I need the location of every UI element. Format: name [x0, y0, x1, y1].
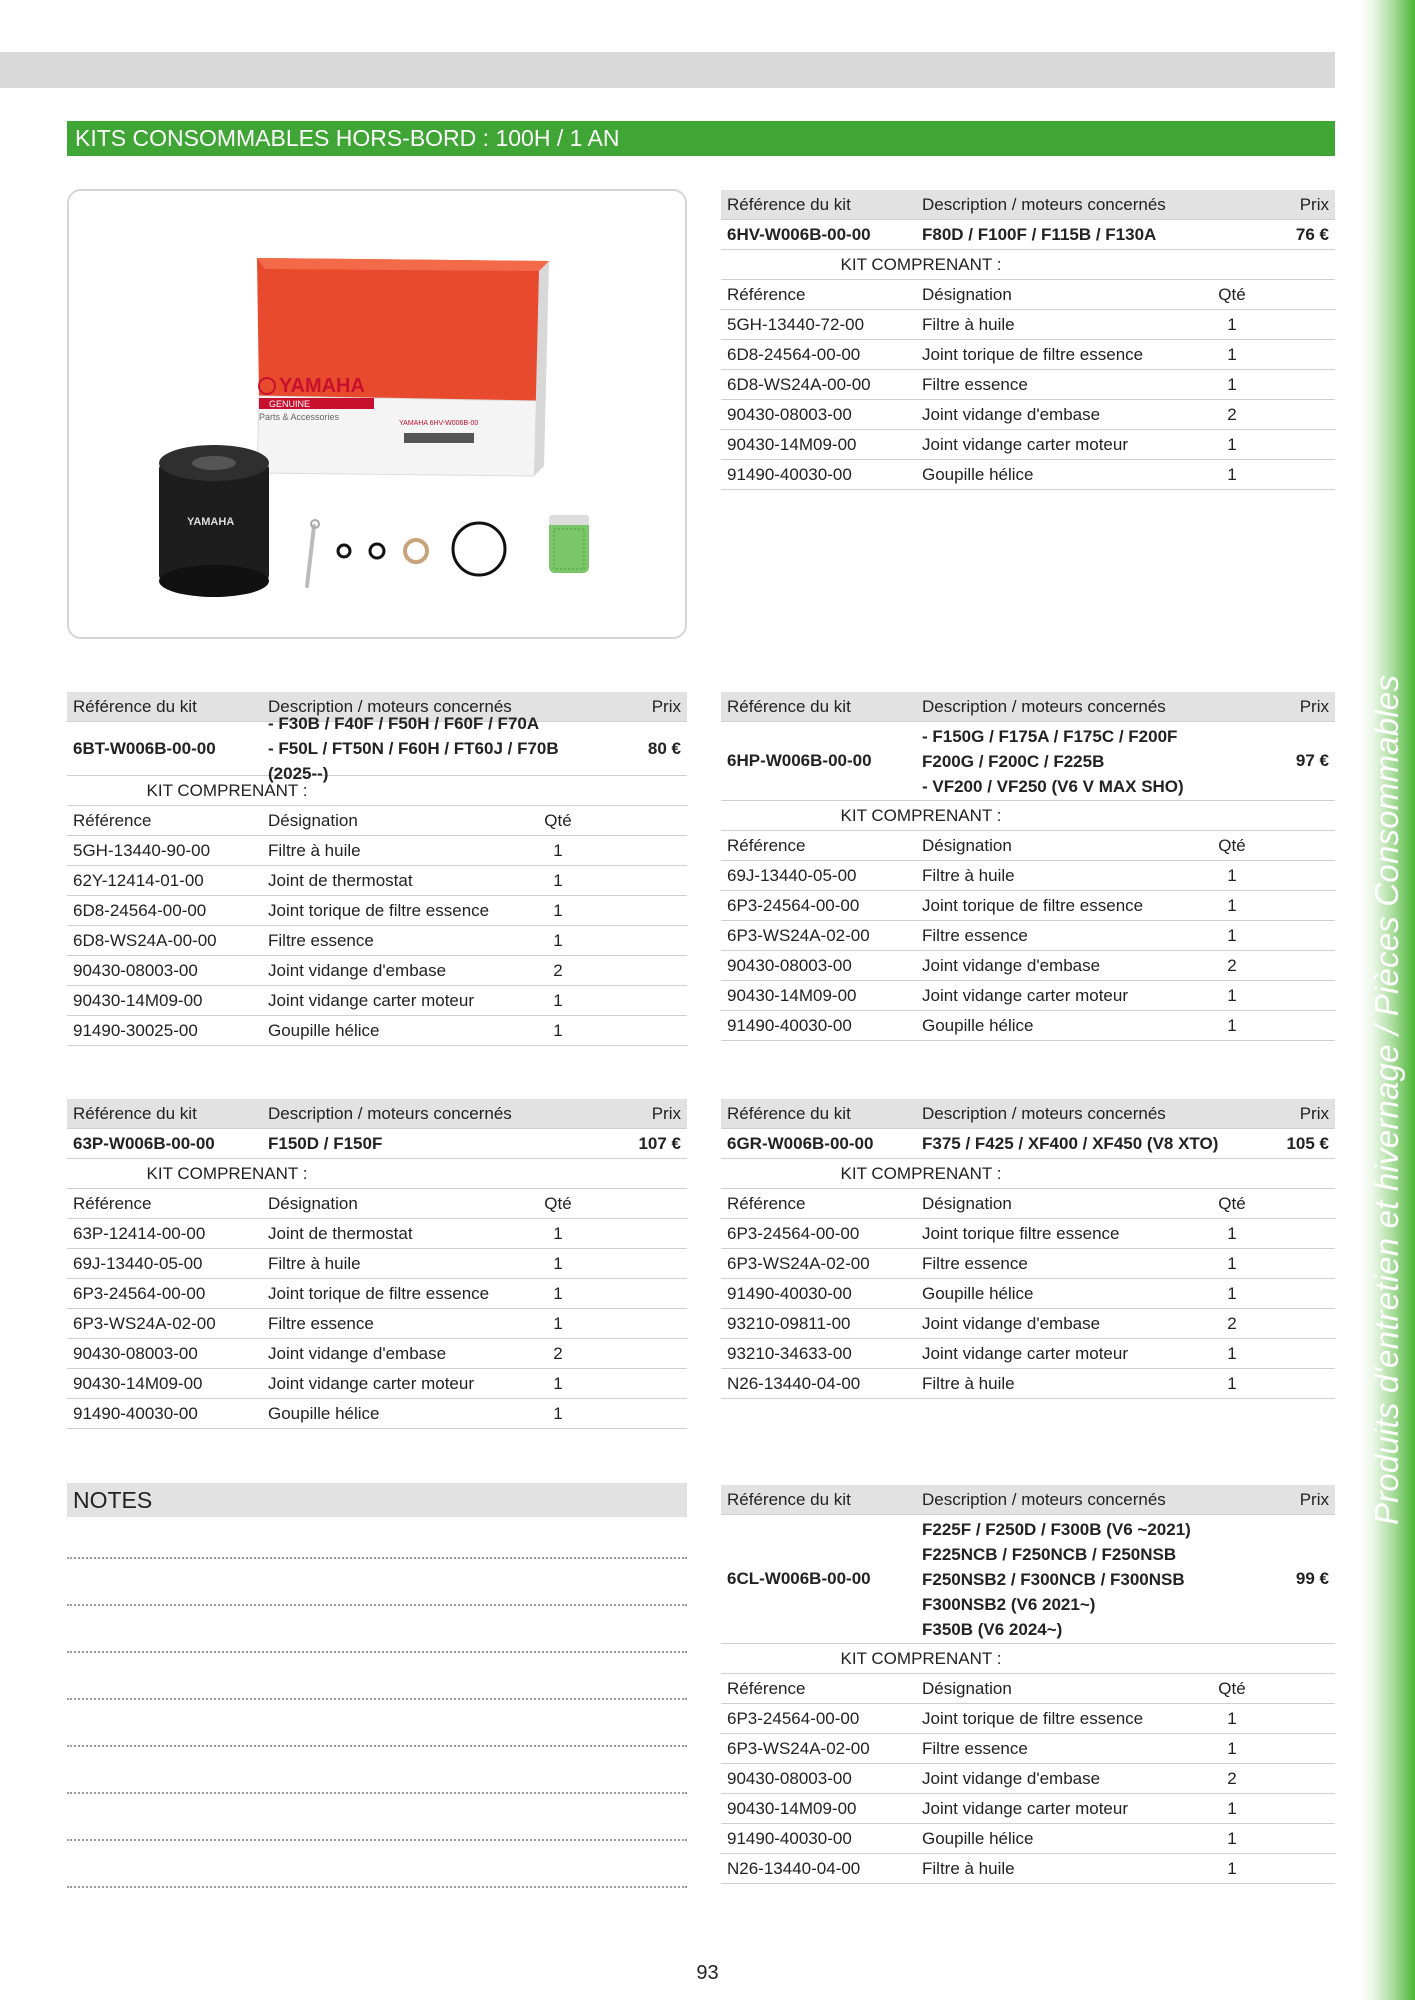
table-row[interactable] — [67, 866, 687, 896]
side-category-text: Produits d'entretien et hivernage / Pièces Consommables — [1368, 674, 1405, 1526]
items-header-row — [721, 831, 1335, 861]
description-line: F200G / F200C / F225B — [922, 751, 1105, 771]
table-row[interactable] — [721, 430, 1335, 460]
description-line: - F50L / FT50N / F60H / FT60J / F70B (2025--) — [268, 739, 559, 783]
table-row[interactable] — [721, 981, 1335, 1011]
table-row[interactable] — [721, 921, 1335, 951]
item-reference: 90430-14M09-00 — [727, 985, 857, 1005]
item-quantity: 1 — [553, 840, 563, 860]
item-reference: 6D8-WS24A-00-00 — [73, 930, 217, 950]
item-reference: 6D8-24564-00-00 — [73, 900, 207, 920]
item-designation: Filtre essence — [922, 1253, 1028, 1273]
table-row[interactable] — [67, 1339, 687, 1369]
table-row[interactable] — [67, 1219, 687, 1249]
item-ref-header: Référence — [73, 1193, 152, 1213]
item-designation-header: Désignation — [268, 810, 358, 830]
filter-brand: YAMAHA — [187, 516, 235, 528]
item-reference: 90430-08003-00 — [727, 1768, 852, 1788]
description-line: - VF200 / VF250 (V6 V MAX SHO) — [922, 776, 1184, 796]
item-reference: 6D8-WS24A-00-00 — [727, 374, 871, 394]
item-quantity: 1 — [553, 1253, 563, 1273]
table-row[interactable] — [721, 1764, 1335, 1794]
item-designation: Filtre à huile — [922, 865, 1015, 885]
kit-header-row — [67, 1099, 687, 1129]
item-designation-header: Désignation — [922, 835, 1012, 855]
table-row[interactable] — [721, 460, 1335, 490]
table-row[interactable] — [67, 1369, 687, 1399]
item-reference: 90430-08003-00 — [73, 1343, 198, 1363]
item-quantity: 1 — [1227, 1798, 1237, 1818]
kit-table-6cl-w006b-00-00 — [721, 1485, 1335, 1884]
item-reference: 90430-14M09-00 — [73, 1373, 203, 1393]
item-designation: Joint vidange carter moteur — [268, 990, 474, 1010]
item-reference: 69J-13440-05-00 — [727, 865, 857, 885]
item-quantity: 1 — [1227, 1343, 1237, 1363]
item-quantity: 1 — [1227, 1253, 1237, 1273]
item-quantity: 1 — [553, 1283, 563, 1303]
kit-ref-header: Référence du kit — [727, 696, 851, 716]
kit-price: 76 € — [1295, 224, 1329, 244]
kit-comprenant-label: KIT COMPRENANT : — [840, 1163, 1002, 1183]
item-qty-header: Qté — [1218, 1678, 1246, 1698]
price-header: Prix — [651, 696, 681, 716]
table-row[interactable] — [721, 1279, 1335, 1309]
kit-table-6bt-w006b-00-00 — [67, 692, 687, 1046]
items-header-row — [721, 1674, 1335, 1704]
kit-main-row[interactable] — [67, 714, 687, 783]
kit-comprenant-label: KIT COMPRENANT : — [840, 1648, 1002, 1668]
table-row[interactable] — [721, 951, 1335, 981]
item-quantity: 1 — [1227, 1858, 1237, 1878]
item-designation: Joint vidange d'embase — [268, 1343, 447, 1363]
table-row[interactable] — [721, 310, 1335, 340]
kit-price: 105 € — [1286, 1133, 1329, 1153]
item-designation: Filtre à huile — [268, 1253, 361, 1273]
description-line: F250NSB2 / F300NCB / F300NSB — [922, 1569, 1185, 1589]
table-row[interactable] — [67, 986, 687, 1016]
item-quantity: 2 — [1227, 955, 1237, 975]
item-quantity: 1 — [553, 1020, 563, 1040]
table-row[interactable] — [67, 1309, 687, 1339]
table-row[interactable] — [721, 370, 1335, 400]
price-header: Prix — [651, 1103, 681, 1123]
price-header: Prix — [1299, 194, 1329, 214]
item-reference: 91490-40030-00 — [727, 1015, 852, 1035]
item-quantity: 1 — [1227, 1708, 1237, 1728]
item-quantity: 1 — [553, 990, 563, 1010]
item-designation: Goupille hélice — [922, 464, 1034, 484]
item-quantity: 1 — [1227, 925, 1237, 945]
item-designation: Filtre essence — [922, 1738, 1028, 1758]
items-header-row — [67, 806, 687, 836]
kit-illustration — [69, 191, 685, 637]
description-header: Description / moteurs concernés — [922, 194, 1166, 214]
notes-line[interactable] — [67, 1792, 687, 1794]
kit-reference: 63P-W006B-00-00 — [73, 1133, 215, 1153]
table-row[interactable] — [67, 836, 687, 866]
item-designation: Filtre essence — [922, 925, 1028, 945]
item-quantity: 1 — [1227, 1283, 1237, 1303]
kit-table-6gr-w006b-00-00 — [721, 1099, 1335, 1399]
item-designation: Joint de thermostat — [268, 1223, 413, 1243]
item-reference: 90430-14M09-00 — [727, 434, 857, 454]
item-designation: Filtre essence — [922, 374, 1028, 394]
kit-description — [268, 711, 598, 786]
item-quantity: 2 — [553, 960, 563, 980]
description-header: Description / moteurs concernés — [922, 696, 1166, 716]
table-row[interactable] — [67, 1399, 687, 1429]
item-quantity: 1 — [553, 1313, 563, 1333]
kit-description — [268, 1131, 591, 1156]
item-reference: 90430-14M09-00 — [727, 1798, 857, 1818]
item-quantity: 1 — [1227, 985, 1237, 1005]
top-bar — [0, 52, 1335, 88]
item-ref-header: Référence — [727, 1678, 806, 1698]
kit-main-row[interactable] — [721, 1515, 1335, 1644]
kit-reference: 6BT-W006B-00-00 — [73, 738, 216, 758]
item-reference: 90430-08003-00 — [727, 404, 852, 424]
kit-description — [922, 1131, 1239, 1156]
item-reference: N26-13440-04-00 — [727, 1373, 861, 1393]
kit-comprenant-row — [67, 1159, 687, 1189]
description-line: F80D / F100F / F115B / F130A — [922, 225, 1157, 244]
item-quantity: 1 — [553, 870, 563, 890]
item-reference: N26-13440-04-00 — [727, 1858, 861, 1878]
item-designation: Joint vidange carter moteur — [268, 1373, 474, 1393]
description-line: - F30B / F40F / F50H / F60F / F70A — [268, 714, 540, 733]
item-designation: Joint vidange d'embase — [922, 404, 1101, 424]
item-quantity: 1 — [1227, 344, 1237, 364]
description-line: F225F / F250D / F300B (V6 ~2021) — [922, 1519, 1191, 1539]
item-reference: 5GH-13440-90-00 — [73, 840, 211, 860]
item-designation: Joint torique de filtre essence — [268, 900, 490, 920]
kit-reference: 6HV-W006B-00-00 — [727, 224, 871, 244]
notes-line[interactable] — [67, 1886, 687, 1888]
item-designation-header: Désignation — [268, 1193, 358, 1213]
item-designation: Joint vidange carter moteur — [922, 985, 1128, 1005]
notes-line[interactable] — [67, 1651, 687, 1653]
table-row[interactable] — [721, 1339, 1335, 1369]
item-designation: Goupille hélice — [922, 1283, 1034, 1303]
item-designation: Joint vidange carter moteur — [922, 1798, 1128, 1818]
notes-line[interactable] — [67, 1557, 687, 1559]
item-reference: 62Y-12414-01-00 — [73, 870, 204, 890]
box-label: YAMAHA 6HV-W006B-00 — [399, 420, 479, 427]
item-quantity: 1 — [1227, 895, 1237, 915]
table-row[interactable] — [67, 1016, 687, 1046]
item-reference: 93210-34633-00 — [727, 1343, 852, 1363]
kit-header-row — [721, 190, 1335, 220]
item-reference: 5GH-13440-72-00 — [727, 314, 865, 334]
item-designation-header: Désignation — [922, 1678, 1012, 1698]
item-quantity: 1 — [553, 1403, 563, 1423]
box-genuine: GENUINE — [269, 399, 311, 409]
table-row[interactable] — [67, 896, 687, 926]
item-quantity: 2 — [1227, 1313, 1237, 1333]
kit-ref-header: Référence du kit — [73, 696, 197, 716]
kit-ref-header: Référence du kit — [727, 1489, 851, 1509]
item-ref-header: Référence — [727, 835, 806, 855]
item-designation: Filtre à huile — [922, 1373, 1015, 1393]
description-line: F225NCB / F250NCB / F250NSB — [922, 1544, 1177, 1564]
kit-table-63p-w006b-00-00 — [67, 1099, 687, 1429]
notes-line[interactable] — [67, 1745, 687, 1747]
item-quantity: 1 — [1227, 1828, 1237, 1848]
kit-reference: 6GR-W006B-00-00 — [727, 1133, 874, 1153]
kit-ref-header: Référence du kit — [727, 194, 851, 214]
table-row[interactable] — [721, 1824, 1335, 1854]
kit-comprenant-label: KIT COMPRENANT : — [840, 805, 1002, 825]
description-header: Description / moteurs concernés — [268, 1103, 512, 1123]
kit-comprenant-row — [721, 801, 1335, 831]
item-designation: Goupille hélice — [922, 1828, 1034, 1848]
notes-title: NOTES — [67, 1483, 687, 1517]
kit-ref-header: Référence du kit — [73, 1103, 197, 1123]
table-row[interactable] — [721, 1704, 1335, 1734]
kit-comprenant-label: KIT COMPRENANT : — [146, 780, 308, 800]
kit-main-row[interactable] — [721, 1129, 1335, 1159]
item-designation-header: Désignation — [922, 284, 1012, 304]
item-reference: 6P3-24564-00-00 — [727, 895, 860, 915]
table-row[interactable] — [67, 1279, 687, 1309]
kit-comprenant-row — [721, 1644, 1335, 1674]
description-line: F350B (V6 2024~) — [922, 1619, 1063, 1639]
item-designation-header: Désignation — [922, 1193, 1012, 1213]
table-row[interactable] — [721, 1249, 1335, 1279]
item-designation: Filtre essence — [268, 930, 374, 950]
item-designation: Filtre à huile — [268, 840, 361, 860]
kit-header-row — [721, 1099, 1335, 1129]
table-row[interactable] — [67, 926, 687, 956]
kit-main-row[interactable] — [721, 722, 1335, 801]
kit-description — [922, 1517, 1239, 1642]
kit-reference: 6HP-W006B-00-00 — [727, 751, 872, 770]
kit-price: 107 € — [638, 1133, 681, 1153]
item-quantity: 1 — [1227, 374, 1237, 394]
item-qty-header: Qté — [1218, 1193, 1246, 1213]
kit-price: 99 € — [1295, 1569, 1329, 1588]
kit-table-6hp-w006b-00-00 — [721, 692, 1335, 1041]
item-reference: 90430-14M09-00 — [73, 990, 203, 1010]
items-header-row — [721, 1189, 1335, 1219]
kit-reference: 6CL-W006B-00-00 — [727, 1569, 871, 1588]
item-reference: 6D8-24564-00-00 — [727, 344, 861, 364]
item-designation: Joint vidange d'embase — [922, 955, 1101, 975]
table-row[interactable] — [67, 956, 687, 986]
items-header-row — [67, 1189, 687, 1219]
notes-line[interactable] — [67, 1839, 687, 1841]
item-ref-header: Référence — [727, 284, 806, 304]
item-designation: Goupille hélice — [268, 1403, 380, 1423]
kit-price: 97 € — [1295, 751, 1329, 770]
kit-comprenant-label: KIT COMPRENANT : — [840, 254, 1002, 274]
kit-description — [922, 724, 1239, 799]
item-designation: Joint vidange carter moteur — [922, 1343, 1128, 1363]
item-designation: Joint vidange carter moteur — [922, 434, 1128, 454]
item-quantity: 2 — [1227, 1768, 1237, 1788]
kit-description — [922, 222, 1239, 247]
item-designation: Goupille hélice — [922, 1015, 1034, 1035]
item-reference: 6P3-WS24A-02-00 — [73, 1313, 216, 1333]
item-ref-header: Référence — [73, 810, 152, 830]
table-row[interactable] — [721, 1734, 1335, 1764]
item-designation: Joint vidange d'embase — [922, 1313, 1101, 1333]
item-qty-header: Qté — [544, 1193, 572, 1213]
table-row[interactable] — [67, 1249, 687, 1279]
item-reference: 6P3-WS24A-02-00 — [727, 1253, 870, 1273]
notes-line[interactable] — [67, 1604, 687, 1606]
table-row[interactable] — [721, 861, 1335, 891]
item-quantity: 1 — [1227, 1015, 1237, 1035]
description-line: F150D / F150F — [268, 1134, 383, 1153]
item-designation: Joint vidange d'embase — [268, 960, 447, 980]
page-number: 93 — [696, 1962, 719, 1984]
item-qty-header: Qté — [544, 810, 572, 830]
description-line: F375 / F425 / XF400 / XF450 (V8 XTO) — [922, 1134, 1219, 1153]
item-quantity: 1 — [553, 1373, 563, 1393]
item-designation: Filtre à huile — [922, 314, 1015, 334]
item-reference: 69J-13440-05-00 — [73, 1253, 203, 1273]
item-quantity: 1 — [1227, 1373, 1237, 1393]
item-designation: Filtre essence — [268, 1313, 374, 1333]
kit-header-row — [721, 692, 1335, 722]
item-reference: 90430-08003-00 — [73, 960, 198, 980]
item-quantity: 1 — [553, 900, 563, 920]
table-row[interactable] — [721, 1794, 1335, 1824]
description-line: F300NSB2 (V6 2021~) — [922, 1594, 1096, 1614]
item-designation: Joint torique de filtre essence — [922, 1708, 1144, 1728]
kit-main-row[interactable] — [721, 220, 1335, 250]
table-row[interactable] — [721, 891, 1335, 921]
table-row[interactable] — [721, 1011, 1335, 1041]
items-header-row — [721, 280, 1335, 310]
item-reference: 6P3-24564-00-00 — [727, 1708, 860, 1728]
kit-main-row[interactable] — [67, 1129, 687, 1159]
item-reference: 91490-30025-00 — [73, 1020, 198, 1040]
price-header: Prix — [1299, 696, 1329, 716]
item-quantity: 1 — [1227, 434, 1237, 454]
item-qty-header: Qté — [1218, 284, 1246, 304]
item-ref-header: Référence — [727, 1193, 806, 1213]
price-header: Prix — [1299, 1103, 1329, 1123]
item-qty-header: Qté — [1218, 835, 1246, 855]
kit-table-6hv-w006b-00-00 — [721, 190, 1335, 490]
kit-comprenant-label: KIT COMPRENANT : — [146, 1163, 308, 1183]
item-reference: 93210-09811-00 — [727, 1313, 851, 1333]
item-designation: Joint torique de filtre essence — [922, 344, 1144, 364]
kit-header-row — [721, 1485, 1335, 1515]
kit-price: 80 € — [647, 738, 681, 758]
item-quantity: 1 — [553, 1223, 563, 1243]
item-quantity: 1 — [1227, 865, 1237, 885]
description-header: Description / moteurs concernés — [268, 696, 512, 716]
item-quantity: 1 — [553, 930, 563, 950]
table-row[interactable] — [721, 340, 1335, 370]
box-brand: YAMAHA — [279, 375, 365, 397]
price-header: Prix — [1299, 1489, 1329, 1509]
item-designation: Joint torique de filtre essence — [922, 895, 1144, 915]
item-designation: Joint vidange d'embase — [922, 1768, 1101, 1788]
kit-ref-header: Référence du kit — [727, 1103, 851, 1123]
item-designation: Joint torique filtre essence — [922, 1223, 1120, 1243]
description-header: Description / moteurs concernés — [922, 1489, 1166, 1509]
product-photo — [67, 189, 687, 639]
section-title: KITS CONSOMMABLES HORS-BORD : 100H / 1 AN — [67, 121, 1335, 156]
item-reference: 90430-08003-00 — [727, 955, 852, 975]
description-line: - F150G / F175A / F175C / F200F — [922, 726, 1178, 746]
item-designation: Goupille hélice — [268, 1020, 380, 1040]
item-reference: 6P3-24564-00-00 — [73, 1283, 206, 1303]
notes-line[interactable] — [67, 1698, 687, 1700]
table-row[interactable] — [721, 400, 1335, 430]
table-row[interactable] — [721, 1309, 1335, 1339]
item-reference: 91490-40030-00 — [727, 464, 852, 484]
item-reference: 91490-40030-00 — [73, 1403, 198, 1423]
item-designation: Joint torique de filtre essence — [268, 1283, 490, 1303]
kit-comprenant-row — [721, 250, 1335, 280]
table-row[interactable] — [721, 1369, 1335, 1399]
item-reference: 6P3-24564-00-00 — [727, 1223, 860, 1243]
item-quantity: 1 — [1227, 1223, 1237, 1243]
item-reference: 63P-12414-00-00 — [73, 1223, 206, 1243]
item-reference: 6P3-WS24A-02-00 — [727, 1738, 870, 1758]
item-designation: Filtre à huile — [922, 1858, 1015, 1878]
item-quantity: 1 — [1227, 464, 1237, 484]
description-header: Description / moteurs concernés — [922, 1103, 1166, 1123]
item-quantity: 2 — [1227, 404, 1237, 424]
kit-comprenant-row — [721, 1159, 1335, 1189]
table-row[interactable] — [721, 1219, 1335, 1249]
item-reference: 91490-40030-00 — [727, 1828, 852, 1848]
item-reference: 91490-40030-00 — [727, 1283, 852, 1303]
item-designation: Joint de thermostat — [268, 870, 413, 890]
item-quantity: 1 — [1227, 314, 1237, 334]
table-row[interactable] — [721, 1854, 1335, 1884]
item-quantity: 2 — [553, 1343, 563, 1363]
item-quantity: 1 — [1227, 1738, 1237, 1758]
box-subtitle: Parts & Accessories — [259, 412, 340, 422]
item-reference: 6P3-WS24A-02-00 — [727, 925, 870, 945]
